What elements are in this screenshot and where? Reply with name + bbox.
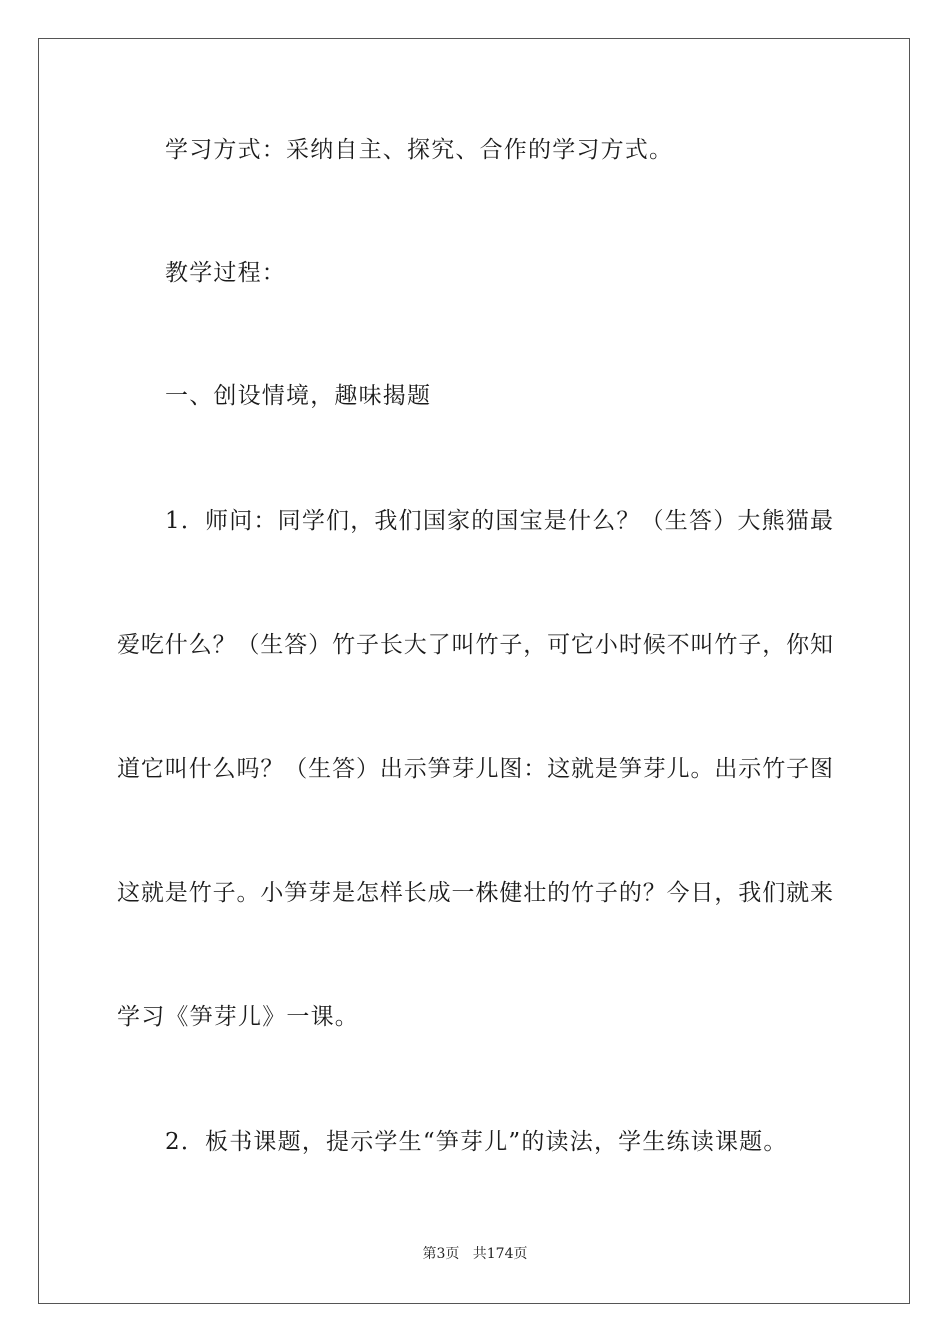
paragraph-teaching-process: 教学过程： xyxy=(165,260,286,286)
page-border xyxy=(38,38,910,1304)
page-footer xyxy=(0,1244,950,1264)
paragraph-1-line-3: 道它叫什么吗？（生答）出示笋芽儿图：这就是笋芽儿。出示竹子图 xyxy=(117,756,833,782)
page-total: 共174页 xyxy=(472,1246,528,1262)
paragraph-2: 2．板书课题，提示学生“笋芽儿”的读法，学生练读课题。 xyxy=(165,1129,788,1155)
paragraph-1-line-5: 学习《笋芽儿》一课。 xyxy=(117,1004,359,1030)
paragraph-1-line-4: 这就是竹子。小笋芽是怎样长成一株健壮的竹子的？今日，我们就来 xyxy=(117,880,833,906)
paragraph-1-line-1: 1．师问：同学们，我们国家的国宝是什么？（生答）大熊猫最 xyxy=(165,508,833,534)
paragraph-1-line-2: 爱吃什么？（生答）竹子长大了叫竹子，可它小时候不叫竹子，你知 xyxy=(117,632,833,658)
paragraph-learning-method: 学习方式：采纳自主、探究、合作的学习方式。 xyxy=(165,137,674,163)
section-heading-1: 一、创设情境，趣味揭题 xyxy=(165,383,432,409)
page-number: 第3页 xyxy=(422,1246,460,1262)
